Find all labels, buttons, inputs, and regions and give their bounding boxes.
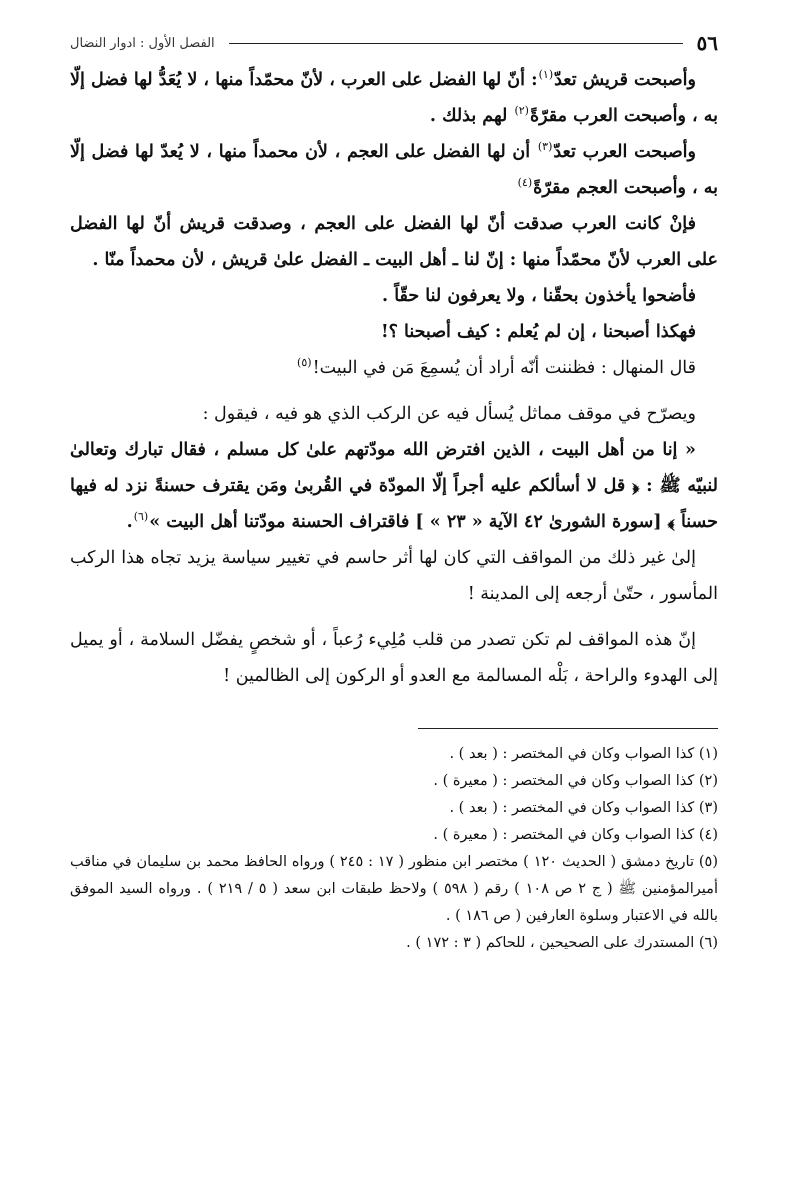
text-segment: لهم بذلك . — [429, 106, 514, 126]
paragraph — [70, 350, 718, 386]
book-page — [70, 30, 718, 957]
paragraph — [70, 134, 718, 206]
text-segment: : أنّ لها الفضل على العرب ، لأنّ محمّداً منها ، لا يُعَدُّ لها فضل إلّا به ، وأصبحت العرب مقرّةً — [70, 70, 718, 126]
paragraph — [70, 206, 718, 278]
footnote: (١) كذا الصواب وكان في المختصر : ( بعد ) . — [449, 746, 718, 762]
paragraph — [70, 622, 718, 694]
footnote: (٦) المستدرك على الصحيحين ، للحاكم ( ٣ : ١٧٢ ) . — [406, 935, 718, 951]
text-segment: أن لها الفضل على العجم ، لأن محمداً منها ، لا يُعدّ لها فضل إلّا به ، وأصبحت العجم مقرّةً — [70, 142, 718, 198]
paragraph — [70, 62, 718, 134]
footnote: (٥) تاريخ دمشق ( الحديث ١٢٠ ) مختصر ابن منظور ( ١٧ : ٢٤٥ ) ورواه الحافظ محمد بن سليمان في مناقب أميرالمؤمنين ﷺ ( ج ٢ ص ١٠٨ ) رقم ( ٥٩٨ ) ولاحظ طبقات ابن سعد ( ٥ / ٢١٩ ) . ورواه السيد الموفق بالله في الاعتبار وسلوة العارفين ( ص ١٨٦ ) . — [70, 854, 718, 924]
footnote: (٤) كذا الصواب وكان في المختصر : ( معيرة ) . — [433, 827, 718, 843]
paragraph — [70, 540, 718, 612]
paragraph — [70, 396, 718, 432]
text-segment: إنّ هذه المواقف لم تكن تصدر من قلب مُلِيء رُعباً ، أو شخصٍ يفضّل السلامة ، أو يميل إلى الهدوء والراحة ، بَلْه المسالمة مع العدو أو الركون إلى الظالمين ! — [70, 630, 718, 686]
footnote: (٣) كذا الصواب وكان في المختصر : ( بعد ) . — [449, 800, 718, 816]
text-segment: ويصرّح في موقف مماثل يُسأل فيه عن الركب الذي هو فيه ، فيقول : — [202, 404, 696, 424]
running-header — [70, 30, 718, 56]
footnotes — [70, 741, 718, 957]
header-rule — [229, 43, 683, 44]
footnote-divider — [418, 728, 718, 729]
footnote-ref[interactable]: (٣) — [537, 140, 553, 154]
text-segment: فأضحوا يأخذون بحقّنا ، ولا يعرفون لنا حقّاً . — [382, 286, 696, 306]
text-segment: . — [126, 512, 133, 532]
text-segment: « إنا من أهل البيت ، الذين افترض الله مودّتهم علىٰ كل مسلم ، فقال تبارك وتعالىٰ لنبيّه ﷺ : ﴿ قل لا أسألكم عليه أجراً إلّا المودّة في القُربىٰ ومَن يقترف حسنةً نزد له فيها حسناً ﴾ [سورة الشورىٰ ٤٢ الآية « ٢٣ » ] فاقتراف الحسنة مودّتنا أهل البيت » — [70, 440, 718, 532]
text-segment: فإنْ كانت العرب صدقت أنّ لها الفضل على العجم ، وصدقت قريش أنّ لها الفضل على العرب لأنّ محمّداً منها : إنّ لنا ـ أهل البيت ـ الفضل علىٰ قريش ، لأن محمداً منّا . — [70, 214, 718, 270]
text-segment: وأصبحت قريش تعدّ — [554, 70, 696, 90]
footnote-ref[interactable]: (٥) — [297, 356, 312, 370]
text-segment: قال المنهال : فظننت أنّه أراد أن يُسمِعَ مَن في البيت! — [312, 358, 696, 378]
paragraph — [70, 314, 718, 350]
paragraph — [70, 278, 718, 314]
running-title: الفصل الأول : ادوار النضال — [70, 35, 215, 51]
footnote-ref[interactable]: (٤) — [517, 176, 533, 190]
text-segment: وأصبحت العرب تعدّ — [553, 142, 696, 162]
footnote-ref[interactable]: (٦) — [133, 510, 149, 524]
footnote: (٢) كذا الصواب وكان في المختصر : ( معيرة ) . — [433, 773, 718, 789]
body-text — [70, 62, 718, 694]
footnote-ref[interactable]: (٢) — [514, 104, 529, 118]
text-segment: إلىٰ غير ذلك من المواقف التي كان لها أثر حاسم في تغيير سياسة يزيد تجاه هذا الركب المأسور ، حتّىٰ أرجعه إلى المدينة ! — [70, 548, 718, 604]
paragraph — [70, 432, 718, 540]
text-segment: فهكذا أصبحنا ، إن لم يُعلم : كيف أصبحنا ؟! — [380, 322, 696, 342]
page-number: ٥٦ — [696, 31, 718, 55]
footnote-ref[interactable]: (١) — [538, 68, 554, 82]
